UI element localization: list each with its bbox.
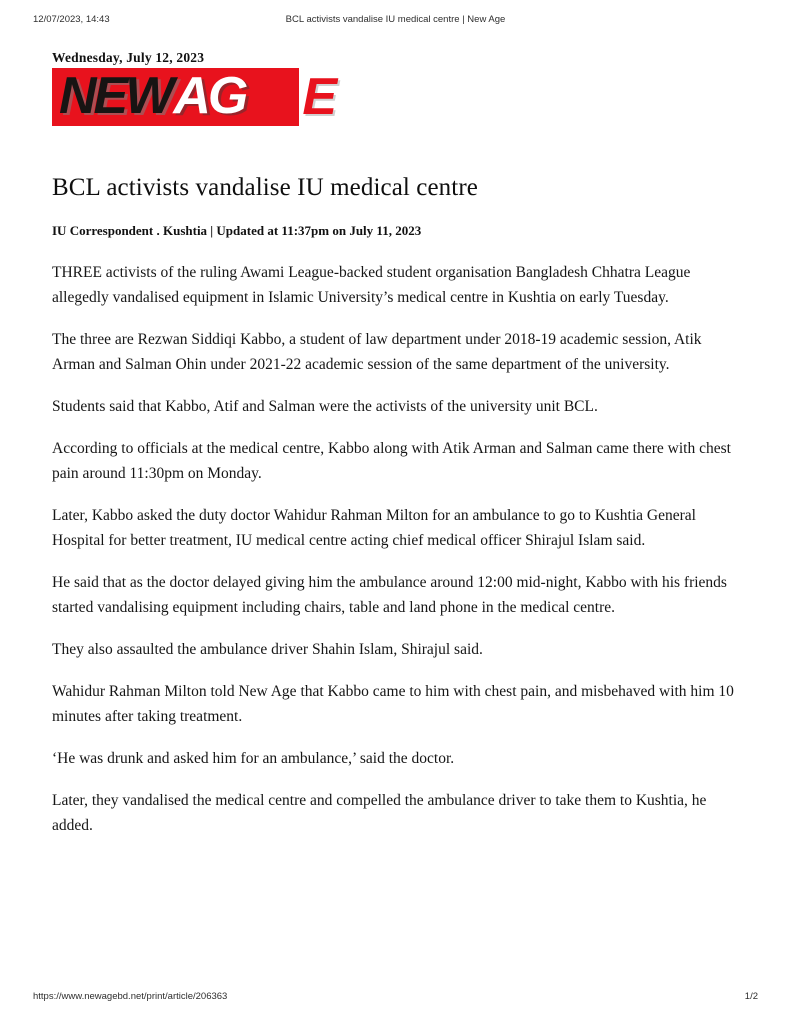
article-headline: BCL activists vandalise IU medical centre [52,174,478,201]
newage-logo [52,68,342,126]
print-document-title: BCL activists vandalise IU medical centre | New Age [285,14,506,25]
page-content [52,50,740,855]
article-paragraph: He said that as the doctor delayed giving him the ambulance around 12:00 mid-night, Kabbo with his friends started vandalising equipment including chairs, table and land phone in the medical centre. [52,574,727,616]
article-paragraph: THREE activists of the ruling Awami League-backed student organisation Bangladesh Chhatra League allegedly vandalised equipment in Islamic University’s medical centre in Kushtia on early Tuesday. [52,264,691,306]
newage-logo-ag-text: AG [173,68,246,125]
newage-logo-new-text: NEW [59,68,172,125]
article-paragraph: They also assaulted the ambulance driver Shahin Islam, Shirajul said. [52,641,483,658]
article-paragraph: Students said that Kabbo, Atif and Salman were the activists of the university unit BCL. [52,398,598,415]
article-paragraph: The three are Rezwan Siddiqi Kabbo, a student of law department under 2018-19 academic session, Atik Arman and Salman Ohin under 2021-22 academic session of the same department of the university. [52,331,702,373]
print-timestamp: 12/07/2023, 14:43 [33,14,110,25]
article-paragraph: Wahidur Rahman Milton told New Age that Kabbo came to him with chest pain, and misbehaved with him 10 minutes after taking treatment. [52,683,734,725]
footer-page-number: 1/2 [744,991,758,1002]
article-paragraph: Later, Kabbo asked the duty doctor Wahidur Rahman Milton for an ambulance to go to Kushtia General Hospital for better treatment, IU medical centre acting chief medical officer Shirajul Islam said. [52,507,696,549]
article-body [52,260,740,838]
masthead-date: Wednesday, July 12, 2023 [52,50,205,65]
newage-logo-e-text: E [302,68,334,126]
article-paragraph: Later, they vandalised the medical centre and compelled the ambulance driver to take them to Kushtia, he added. [52,792,707,834]
newage-logo-e-block [299,68,342,126]
print-footer [33,991,758,1005]
article-paragraph: According to officials at the medical centre, Kabbo along with Atik Arman and Salman came there with chest pain around 11:30pm on Monday. [52,440,731,482]
article-byline: IU Correspondent . Kushtia | Updated at 11:37pm on July 11, 2023 [52,223,422,238]
footer-url: https://www.newagebd.net/print/article/206363 [33,991,228,1002]
masthead [52,50,740,126]
article-paragraph: ‘He was drunk and asked him for an ambulance,’ said the doctor. [52,750,455,767]
print-header [33,14,758,28]
